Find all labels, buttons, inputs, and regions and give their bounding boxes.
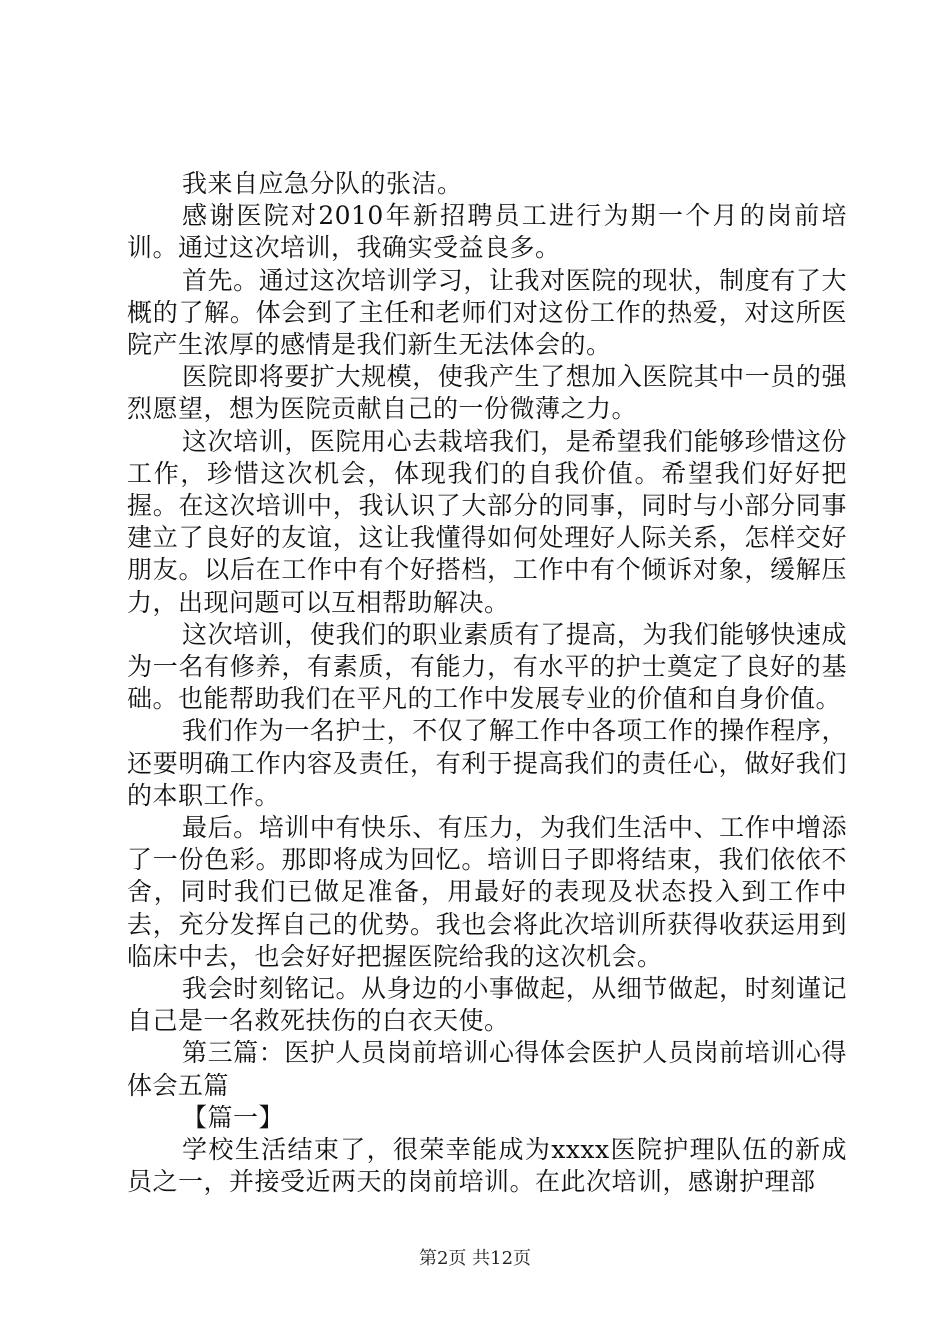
paragraph-training: 这次培训，医院用心去栽培我们，是希望我们能够珍惜这份工作，珍惜这次机会，体现我们的自我价值。希望我们好好把握。在这次培训中，我认识了大部分的同事，同时与小部分同事建立了良好的友谊，这让我懂得如何处理好人际关系，怎样交好朋友。以后在工作中有个好搭档，工作中有个倾诉对象，缓解压力，出现问题可以互相帮助解决。: [127, 426, 847, 617]
paragraph-first: 首先。通过这次培训学习，让我对医院的现状，制度有了大概的了解。体会到了主任和老师们对这份工作的热爱，对这所医院产生浓厚的感情是我们新生无法体会的。: [127, 265, 847, 360]
paragraph-remember: 我会时刻铭记。从身边的小事做起，从细节做起，时刻谨记自己是一名救死扶伤的白衣天使。: [127, 974, 847, 1036]
section-heading: 第三篇：医护人员岗前培训心得体会医护人员岗前培训心得体会五篇: [127, 1038, 847, 1100]
paragraph-expansion: 医院即将要扩大规模，使我产生了想加入医院其中一员的强烈愿望，想为医院贡献自己的一份微薄之力。: [127, 362, 847, 424]
subsection-heading: 【篇一】: [182, 1102, 285, 1132]
document-body: [127, 168, 847, 1199]
paragraph-nurse: 我们作为一名护士，不仅了解工作中各项工作的操作程序，还要明确工作内容及责任，有利于提高我们的责任心，做好我们的本职工作。: [127, 716, 847, 810]
paragraph-school: 学校生活结束了，很荣幸能成为xxxx医院护理队伍的新成员之一，并接受近两天的岗前培训。在此次培训，感谢护理部: [127, 1135, 847, 1197]
page-number-footer: 第2页 共12页: [418, 1248, 532, 1269]
paragraph-finally: 最后。培训中有快乐、有压力，为我们生活中、工作中增添了一份色彩。那即将成为回忆。培训日子即将结束，我们依依不舍，同时我们已做足准备，用最好的表现及状态投入到工作中去，充分发挥自己的优势。我也会将此次培训所获得收获运用到临床中去，也会好好把握医院给我的这次机会。: [127, 813, 847, 971]
paragraph-quality: 这次培训，使我们的职业素质有了提高，为我们能够快速成为一名有修养，有素质，有能力，有水平的护士奠定了良好的基础。也能帮助我们在平凡的工作中发展专业的价值和自身价值。: [127, 619, 847, 714]
paragraph-thanks: 感谢医院对2010年新招聘员工进行为期一个月的岗前培训。通过这次培训，我确实受益良多。: [127, 201, 847, 263]
paragraph-intro: 我来自应急分队的张洁。: [182, 169, 463, 198]
